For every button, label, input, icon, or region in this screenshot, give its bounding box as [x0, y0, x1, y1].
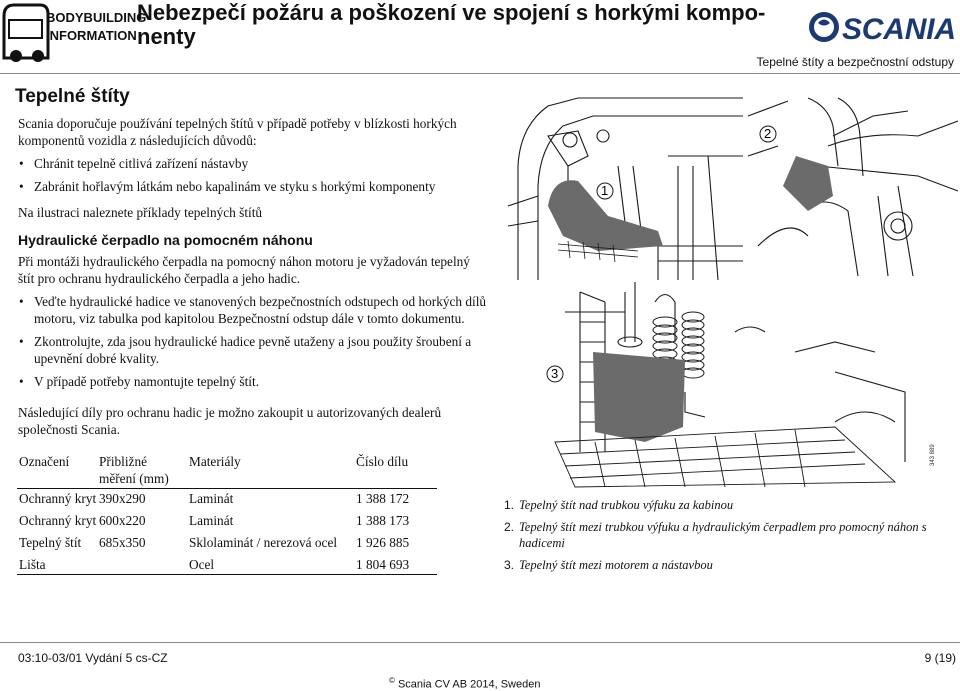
- list-item: [504, 557, 959, 573]
- list-item: • Zkontrolujte, zda jsou hydraulické hadice pevně utaženy a jsou použity šroubení a upevnění dobré kvality.: [18, 333, 488, 367]
- footer-divider: [0, 642, 960, 643]
- table-row: [17, 533, 437, 555]
- list-item: • Chránit tepelně citlivá zařízení nástavby: [18, 155, 488, 172]
- parts-table: [17, 451, 437, 575]
- document-title: Nebezpečí požáru a poškození ve spojení s horkými kompo-nenty: [137, 0, 766, 49]
- table-cell: 600x220: [99, 513, 146, 528]
- header-divider: [0, 73, 960, 74]
- logo-text-line1: BODYBUILDING: [46, 10, 147, 25]
- scania-logo: [808, 10, 958, 44]
- table-cell: 1 388 173: [356, 513, 410, 528]
- table-cell: Ochranný kryt: [19, 491, 97, 506]
- callout-2: 2: [764, 126, 772, 141]
- table-cell: [97, 555, 187, 575]
- column-header-dimensions: Přibližné měření (mm): [97, 451, 187, 489]
- figure-heat-shield-behind-cab: [508, 96, 743, 280]
- hydraulic-paragraph: Při montáži hydraulického čerpadla na pomocný náhon motoru je vyžadován tepelný štít pro ochranu hydraulického čerpadla a jeho hadic.: [18, 254, 470, 286]
- table-cell: Tepelný štít: [19, 535, 82, 550]
- copyright: [389, 676, 540, 691]
- table-cell: Ochranný kryt: [19, 513, 97, 528]
- table-header-row: [17, 451, 437, 489]
- caption-text: Tepelný štít mezi trubkou výfuku a hydraulickým čerpadlem pro pomocný náhon s hadicemi: [519, 520, 927, 550]
- table-row: [17, 555, 437, 575]
- illustration-note: Na ilustraci naleznete příklady tepelných štítů: [18, 205, 263, 220]
- parts-note: Následující díly pro ochranu hadic je možno zakoupit u autorizovaných dealerů společnosti Scania.: [18, 405, 442, 437]
- list-item: • Veďte hydraulické hadice ve stanovených bezpečnostních odstupech od horkých dílů motoru, viz tabulka pod kapitolou Bezpečnostní odstup dále v tomto dokumentu.: [18, 293, 488, 327]
- list-item: • Zabránit hořlavým látkám nebo kapalinám ve styku s horkými komponenty: [18, 178, 488, 195]
- column-header-part-number: Číslo dílu: [354, 451, 437, 489]
- section-heading: Tepelné štíty: [15, 86, 130, 107]
- figure-heat-shield-engine-body: [535, 282, 915, 487]
- hydraulic-pump-heading: Hydraulické čerpadlo na pomocném náhonu: [18, 232, 313, 248]
- logo-text-line2: INFORMATION: [46, 28, 137, 43]
- table-cell: Lišta: [17, 555, 97, 575]
- intro-paragraph: Scania doporučuje používání tepelných štítů v případě potřeby v blízkosti horkých komponentů vozidla z následujících důvodů:: [18, 116, 457, 148]
- table-row: [17, 489, 437, 512]
- figure-heat-shield-exhaust-pump: [748, 96, 958, 280]
- table-row: [17, 511, 437, 533]
- page-number: 9 (19): [924, 651, 956, 665]
- heat-shield-shape: [593, 352, 685, 442]
- table-cell: Laminát: [189, 513, 234, 528]
- table-cell: Sklolaminát / nerezová ocel: [189, 535, 338, 550]
- list-item: [504, 519, 959, 551]
- caption-number: 1.: [504, 498, 515, 512]
- table-cell: 1 926 885: [356, 535, 410, 550]
- reasons-list: [18, 155, 488, 201]
- table-cell: 685x350: [99, 535, 146, 550]
- copyright-text: Scania CV AB 2014, Sweden: [397, 678, 541, 691]
- brand-name: SCANIA: [842, 13, 956, 46]
- heat-shield-shape: [783, 156, 833, 211]
- table-cell: 1 804 693: [354, 555, 437, 575]
- caption-text: Tepelný štít nad trubkou výfuku za kabinou: [519, 498, 734, 512]
- table-cell: Laminát: [189, 491, 234, 506]
- caption-number: 2.: [504, 520, 515, 534]
- callout-3: 3: [551, 366, 559, 381]
- callout-1: 1: [601, 183, 609, 198]
- list-item: [504, 497, 959, 513]
- caption-text: Tepelný štít mezi motorem a nástavbou: [519, 558, 713, 572]
- figure-id: 343 889: [930, 444, 936, 466]
- table-cell: 390x290: [99, 491, 146, 506]
- hydraulic-steps-list: [18, 293, 488, 396]
- bodybuilding-information-logo: [0, 0, 147, 64]
- column-header-designation: Označení: [17, 451, 97, 489]
- column-header-materials: Materiály: [187, 451, 354, 489]
- caption-number: 3.: [504, 558, 515, 572]
- list-item: • V případě potřeby namontujte tepelný štít.: [18, 373, 488, 390]
- figure-captions: [504, 497, 959, 579]
- table-cell: 1 388 172: [356, 491, 410, 506]
- copyright-symbol: ©: [389, 676, 395, 685]
- table-cell: Ocel: [187, 555, 354, 575]
- document-id: 03:10-03/01 Vydání 5 cs-CZ: [18, 651, 168, 665]
- section-label: Tepelné štíty a bezpečnostní odstupy: [756, 55, 954, 69]
